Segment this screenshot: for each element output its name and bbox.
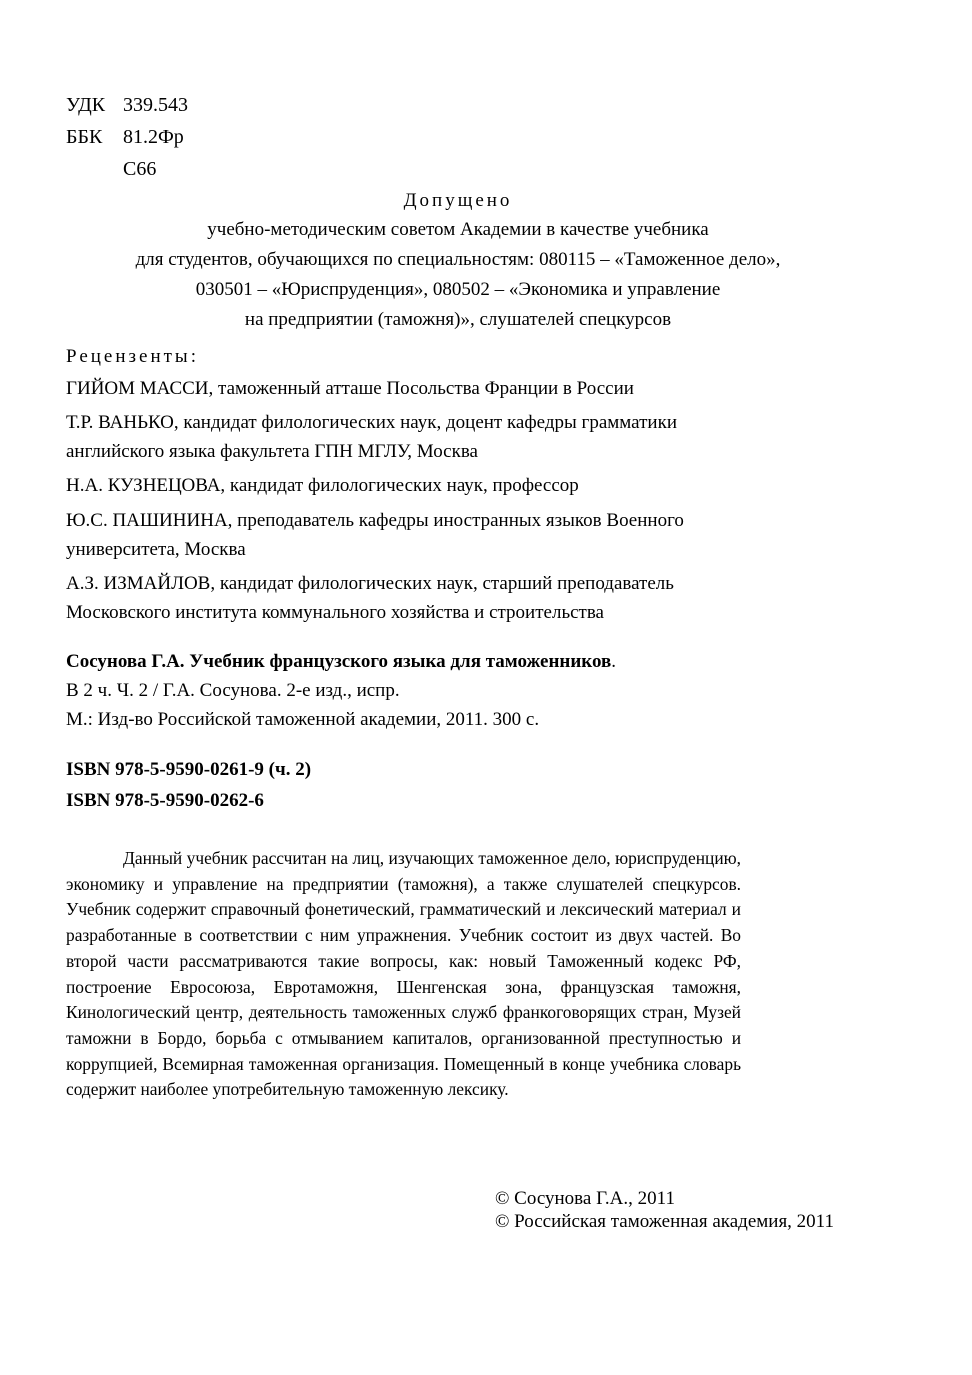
bbk-label: ББК <box>66 126 103 148</box>
udk-label: УДК <box>66 94 106 116</box>
reviewer-line: Т.Р. ВАНЬКО, кандидат филологических наук, доцент кафедры грамматики <box>66 412 677 433</box>
bbk-line <box>66 125 184 149</box>
approval-title: Допущено <box>403 190 513 211</box>
approval-line: на предприятии (таможня)», слушателей спецкурсов <box>244 309 672 330</box>
isbn-line: ISBN 978-5-9590-0262-6 <box>66 790 264 811</box>
bib-title <box>66 650 616 674</box>
reviewer-line: английского языка факультета ГПН МГЛУ, Москва <box>66 441 478 462</box>
approval-line: 030501 – «Юриспруденция», 080502 – «Экономика и управление <box>195 279 721 300</box>
approval-line: для студентов, обучающихся по специальностям: 080115 – «Таможенное дело», <box>135 249 781 270</box>
reviewer-line: ГИЙОМ МАССИ, таможенный атташе Посольства Франции в России <box>66 378 634 399</box>
udk-line <box>66 93 188 117</box>
bib-line: В 2 ч. Ч. 2 / Г.А. Сосунова. 2-е изд., испр. <box>66 680 400 701</box>
bbk-value: 81.2Фр <box>123 126 184 148</box>
reviewer-line: Московского института коммунального хозяйства и строительства <box>66 602 604 623</box>
reviewer-line: Ю.С. ПАШИНИНА, преподаватель кафедры иностранных языков Военного <box>66 510 684 531</box>
reviewer-line: А.З. ИЗМАЙЛОВ, кандидат филологических наук, старший преподаватель <box>66 573 674 594</box>
bib-title-bold: Сосунова Г.А. Учебник французского языка для таможенников <box>66 651 612 672</box>
bib-line: М.: Изд-во Российской таможенной академии, 2011. 300 с. <box>66 709 540 730</box>
bib-title-end: . <box>611 651 617 672</box>
author-code: С66 <box>123 158 157 180</box>
udk-value: 339.543 <box>123 94 188 116</box>
copyright-line: © Сосунова Г.А., 2011 <box>495 1188 675 1209</box>
isbn-line: ISBN 978-5-9590-0261-9 (ч. 2) <box>66 759 312 780</box>
approval-line: учебно-методическим советом Академии в качестве учебника <box>207 219 709 240</box>
copyright-line: © Российская таможенная академия, 2011 <box>495 1211 834 1232</box>
reviewers-title: Рецензенты: <box>66 346 199 367</box>
abstract: Данный учебник рассчитан на лиц, изучающих таможенное дело, юриспруденцию, экономику и управление на предприятии (таможня), а также слушателей спецкурсов. Учебник содержит справочный фонетический, грамматический и лексический материал и разработанные в соответствии с ним упражнения. Учебник состоит из двух частей. Во второй части рассматриваются такие вопросы, как: новый Таможенный кодекс РФ, построение Евросоюза, Евротаможня, Шенгенская зона, французская таможня, Кинологический центр, деятельность таможенных служб франкоговорящих стран, Музей таможни в Бордо, борьба с отмыванием капиталов, организованной преступностью и коррупцией, Всемирная таможенная организация. Помещенный в конце учебника словарь содержит наиболее употребительную таможенную лексику. <box>66 848 741 1100</box>
reviewer-line: Н.А. КУЗНЕЦОВА, кандидат филологических наук, профессор <box>66 475 579 496</box>
reviewer-line: университета, Москва <box>66 539 246 560</box>
